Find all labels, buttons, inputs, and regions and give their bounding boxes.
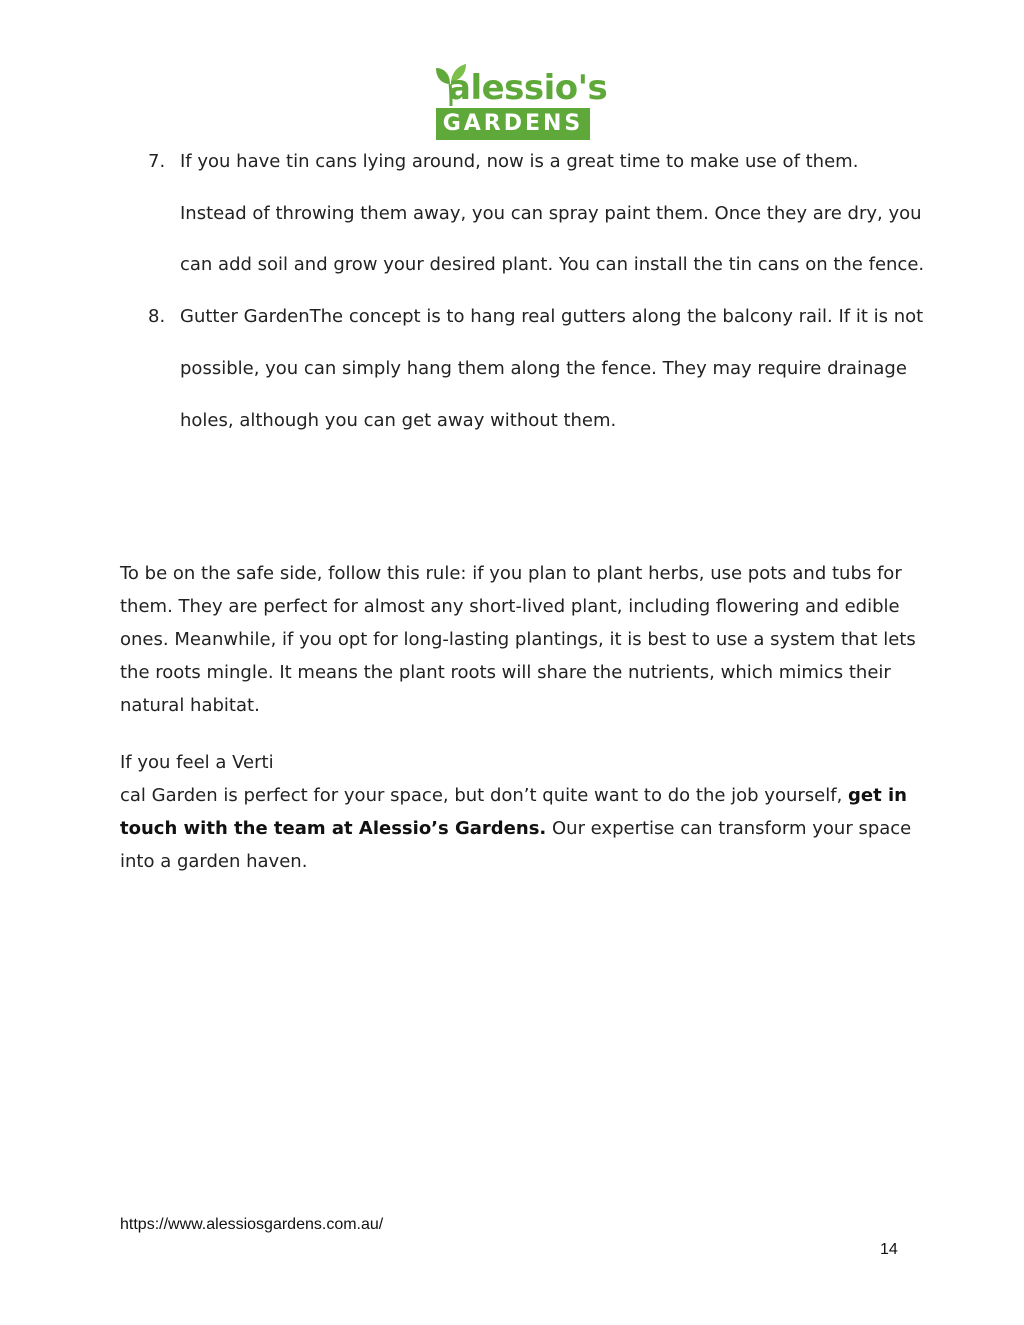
list-item-text: If you have tin cans lying around, now is a great time to make use of them. Instead of throwing them away, you can spray paint them. Once they are dry, you can add soil and grow your desired plant. You can install the tin cans on the fence. <box>180 151 925 276</box>
numbered-list <box>148 136 928 446</box>
list-item <box>148 291 928 446</box>
logo-banner: GARDENS <box>436 108 590 140</box>
closing-line-1: If you feel a Verti <box>120 752 274 773</box>
alessios-gardens-logo <box>432 60 608 142</box>
closing-tail: Our expertise can transform your space into a garden haven. <box>120 818 912 872</box>
page-number: 14 <box>880 1241 898 1258</box>
list-item-number: 7. <box>148 151 166 172</box>
safe-side-paragraph: To be on the safe side, follow this rule: if you plan to plant herbs, use pots and tubs for them. They are perfect for almost any short-lived plant, including flowering and edible ones. Meanwhile, if you opt for long-lasting plantings, it is best to use a system that lets the roots mingle. It means the plant roots will share the nutrients, which mimics their natural habitat. <box>120 563 916 716</box>
logo-wordmark: alessio's <box>448 68 608 108</box>
closing-paragraph <box>120 746 920 878</box>
closing-line-2: cal Garden is perfect for your space, but don’t quite want to do the job yourself, <box>120 785 843 806</box>
list-item <box>148 136 928 291</box>
list-item-number: 8. <box>148 306 166 328</box>
logo-top <box>432 60 608 110</box>
footer-website-link[interactable]: https://www.alessiosgardens.com.au/ <box>120 1216 384 1233</box>
list-item-text: Gutter GardenThe concept is to hang real gutters along the balcony rail. If it is not possible, you can simply hang them along the fence. They may require drainage holes, although you can get away without them. <box>180 306 924 431</box>
contact-team-link[interactable]: get in touch with the team at Alessio’s Gardens. <box>120 785 907 839</box>
